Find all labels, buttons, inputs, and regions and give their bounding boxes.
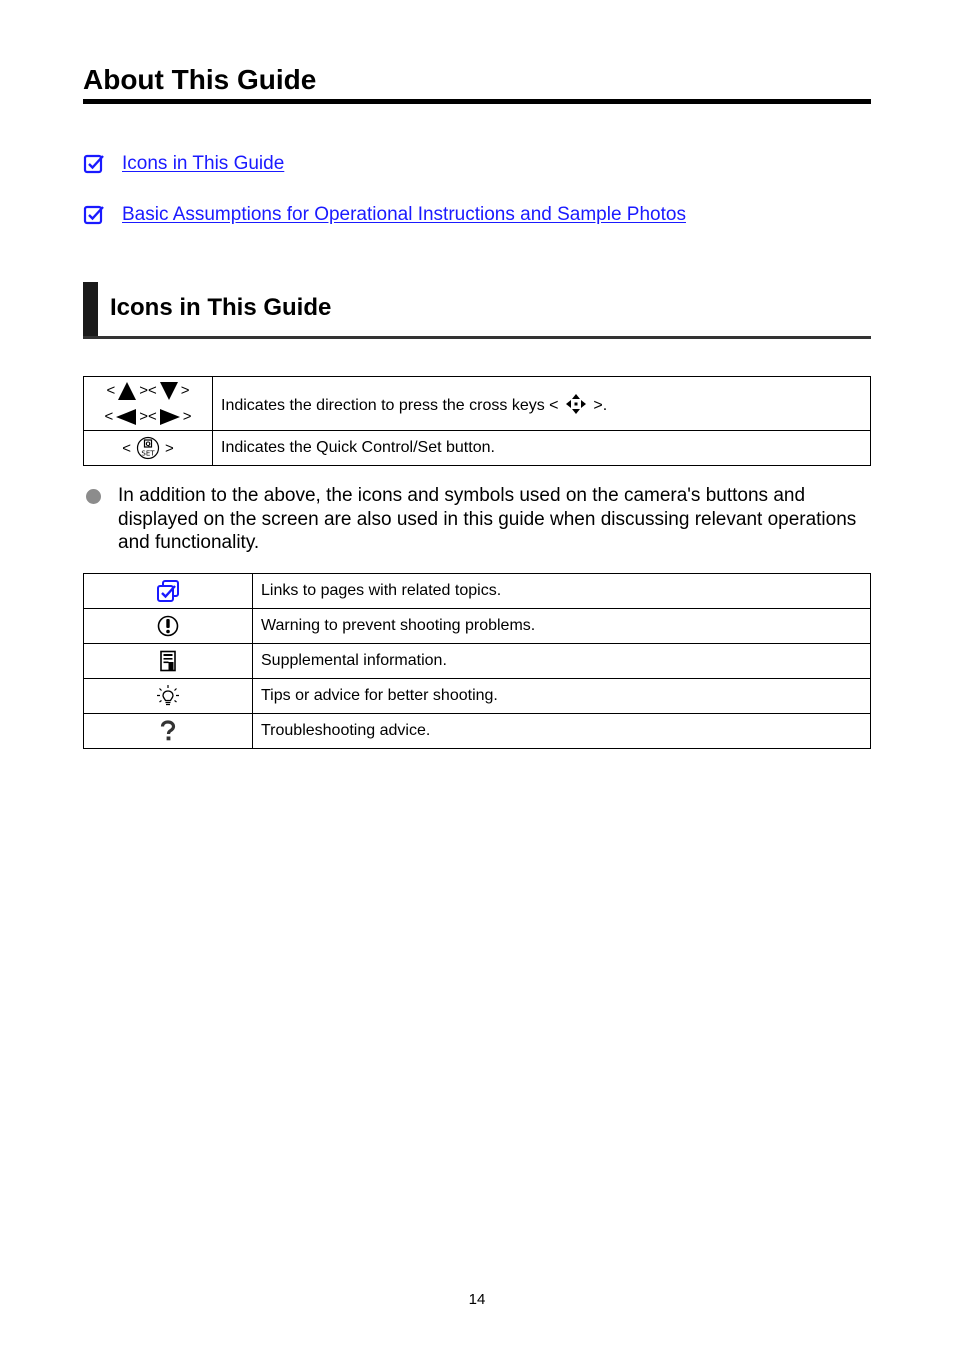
right-triangle-icon: [159, 408, 181, 426]
toc-item-basic-assumptions[interactable]: [83, 201, 686, 229]
description-cell: [213, 377, 871, 431]
page-number: 14: [468, 1291, 486, 1308]
symbol-line-leftright: [84, 404, 212, 430]
lt-sign: <: [122, 439, 131, 457]
description-cell: Links to pages with related topics.: [253, 574, 871, 609]
supplemental-info-icon: [159, 650, 177, 672]
quick-control-set-icon: [136, 436, 160, 460]
tips-bulb-icon: [156, 684, 180, 708]
table-row: [84, 431, 871, 466]
lt-sign: <: [106, 382, 116, 399]
gt-sign: >: [165, 439, 174, 457]
bullet-text: In addition to the above, the icons and symbols used on the camera's buttons and displayed on the screen are also used in this guide when discussing relevant operations and functionality.: [118, 485, 857, 553]
toc-link-icons[interactable]: Icons in This Guide: [122, 153, 285, 174]
description-cell: Troubleshooting advice.: [253, 714, 871, 749]
cross-keys-text: Indicates the direction to press the cross keys <: [221, 396, 559, 414]
bullet-dot-icon: [86, 489, 101, 504]
toc-link-basic-assumptions[interactable]: Basic Assumptions for Operational Instructions and Sample Photos: [122, 204, 686, 225]
section-title: Icons in This Guide: [110, 294, 332, 321]
left-triangle-icon: [115, 408, 137, 426]
warning-icon: [157, 615, 179, 637]
question-mark-icon: [159, 720, 177, 742]
section-rule: [83, 336, 871, 339]
gt-lt-sign: ><: [139, 408, 157, 425]
page-title: About This Guide: [83, 64, 317, 95]
section-bar: [83, 282, 98, 339]
related-link-icon: [156, 579, 180, 603]
symbol-cell: [84, 431, 213, 466]
table-row: [84, 609, 871, 644]
svg-text:SET: SET: [141, 449, 155, 458]
symbol-cell: [84, 679, 253, 714]
gt-sign: >: [180, 382, 190, 399]
up-triangle-icon: [117, 381, 137, 401]
symbol-cell: [84, 644, 253, 679]
cross-keys-table: [83, 376, 871, 466]
symbol-cell: [84, 714, 253, 749]
lt-sign: <: [104, 408, 114, 425]
icons-table: [83, 573, 871, 749]
cross-keys-icon: [565, 393, 587, 415]
section-heading: [83, 282, 871, 339]
gt-sign: >: [182, 408, 192, 425]
checkbox-link-icon: [83, 204, 105, 226]
description-cell: Indicates the Quick Control/Set button.: [213, 431, 871, 466]
table-row: [84, 714, 871, 749]
description-cell: Supplemental information.: [253, 644, 871, 679]
title-rule: [83, 99, 871, 104]
down-triangle-icon: [159, 381, 179, 401]
cross-keys-text-end: >.: [593, 396, 608, 414]
table-row: [84, 377, 871, 431]
symbol-cell: [84, 377, 213, 431]
table-row: [84, 644, 871, 679]
bullet-paragraph: [83, 484, 871, 555]
symbol-cell: [84, 609, 253, 644]
symbol-cell: [84, 574, 253, 609]
symbol-line-set: [84, 435, 212, 461]
svg-text:Q: Q: [145, 441, 151, 448]
description-cell: Tips or advice for better shooting.: [253, 679, 871, 714]
description-cell: Warning to prevent shooting problems.: [253, 609, 871, 644]
gt-lt-sign: ><: [139, 382, 157, 399]
checkbox-link-icon: [83, 153, 105, 175]
table-row: [84, 679, 871, 714]
toc-item-icons[interactable]: [83, 150, 284, 178]
symbol-line-updown: [84, 378, 212, 404]
table-row: [84, 574, 871, 609]
